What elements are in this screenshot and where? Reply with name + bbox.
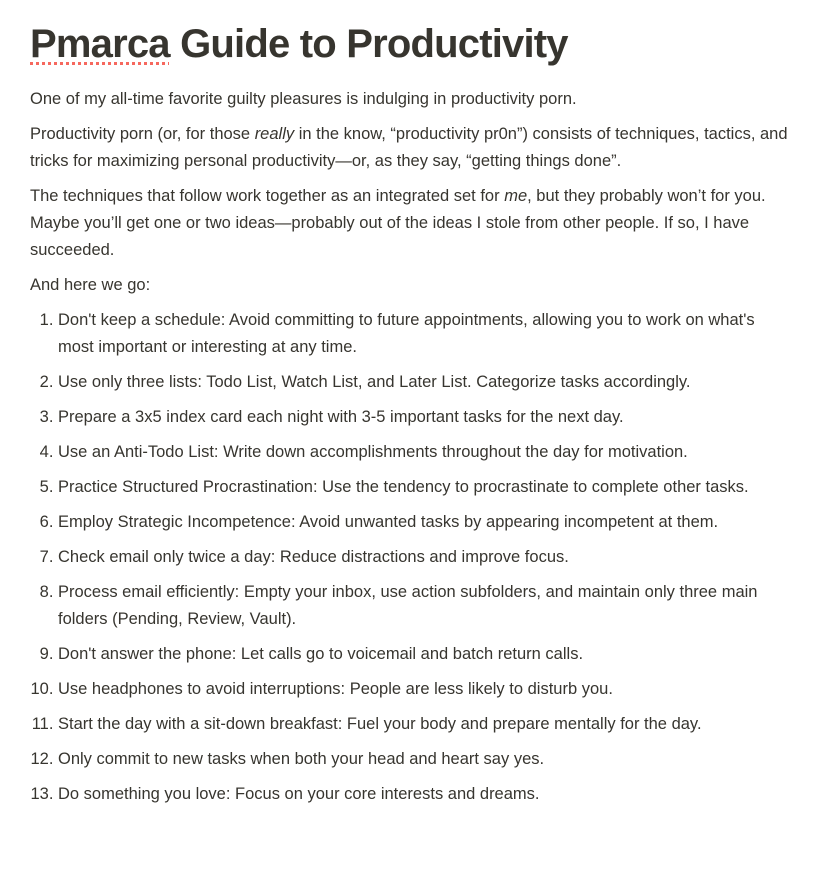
list-item[interactable]: 4. Use an Anti-Todo List: Write down accomplishments throughout the day for motivation.: [58, 435, 794, 470]
paragraph-text: Productivity porn (or, for those: [30, 125, 255, 143]
productivity-list: [30, 303, 794, 812]
page-title[interactable]: [30, 19, 794, 69]
list-item[interactable]: 6. Employ Strategic Incompetence: Avoid unwanted tasks by appearing incompetent at them.: [58, 505, 794, 540]
list-item[interactable]: 3. Prepare a 3x5 index card each night with 3-5 important tasks for the next day.: [58, 400, 794, 435]
list-item[interactable]: 10. Use headphones to avoid interruptions: People are less likely to disturb you.: [58, 672, 794, 707]
paragraph-disclaimer[interactable]: [30, 179, 794, 268]
italic-text: me: [504, 187, 528, 205]
paragraph-text: The techniques that follow work together as an integrated set for: [30, 187, 505, 205]
paragraph-text: , but they probably won’t for you. Maybe you’ll get one or two ideas—probably out of the ideas I stole from other people. If so, I have succeeded.: [30, 187, 766, 259]
list-item[interactable]: 8. Process email efficiently: Empty your inbox, use action subfolders, and maintain only three main folders (Pending, Review, Vault).: [58, 575, 794, 637]
paragraph-definition[interactable]: [30, 117, 794, 179]
list-item[interactable]: 1. Don't keep a schedule: Avoid committing to future appointments, allowing you to work on what's most important or interesting at any time.: [58, 303, 794, 365]
paragraph-intro[interactable]: One of my all-time favorite guilty pleasures is indulging in productivity porn.: [30, 90, 577, 108]
list-item[interactable]: 13. Do something you love: Focus on your core interests and dreams.: [58, 777, 794, 812]
list-item[interactable]: 9. Don't answer the phone: Let calls go to voicemail and batch return calls.: [58, 637, 794, 672]
list-item[interactable]: 7. Check email only twice a day: Reduce distractions and improve focus.: [58, 540, 794, 575]
paragraph-text: in the know, “productivity pr0n”) consists of techniques, tactics, and tricks for maximizing personal productivity—or, as they say, “getting things done”.: [30, 125, 788, 170]
page-title-text: Guide to Productivity: [169, 22, 568, 66]
italic-text: really: [254, 125, 295, 143]
list-item[interactable]: 2. Use only three lists: Todo List, Watch List, and Later List. Categorize tasks accordingly.: [58, 365, 794, 400]
paragraph-lead-in[interactable]: And here we go:: [30, 276, 151, 294]
list-item[interactable]: 11. Start the day with a sit-down breakfast: Fuel your body and prepare mentally for the day.: [58, 707, 794, 742]
misspelled-word[interactable]: Pmarca: [30, 22, 170, 66]
list-item[interactable]: 12. Only commit to new tasks when both your head and heart say yes.: [58, 742, 794, 777]
list-item[interactable]: 5. Practice Structured Procrastination: Use the tendency to procrastinate to complete other tasks.: [58, 470, 794, 505]
